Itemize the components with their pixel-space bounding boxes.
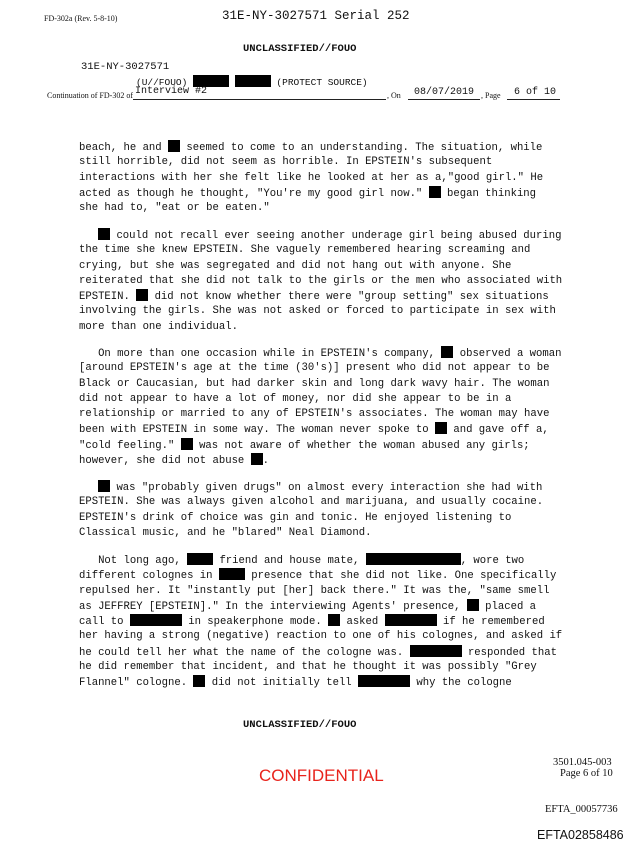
page-of-footer: Page 6 of 10	[560, 768, 613, 779]
paragraph-3: On more than one occasion while in EPSTEIN's company, observed a woman [around EPSTEIN's age at the time (30's)] present who did not appear to be Black or Caucasian, but had darker skin and long dark wavy hair. The woman did not appear to have a lot of money, nor did she appear to be in a relationship or married to any of EPSTEIN's associates. The woman may have been with EPSTEIN in some way. The woman never spoke to and gave off a, "cold feeling." was not aware of whether the woman abused any girls; however, she did not abuse .	[79, 348, 562, 468]
classification-header: UNCLASSIFIED//FOUO	[243, 43, 357, 55]
redaction	[441, 346, 453, 358]
redaction	[410, 645, 462, 657]
page-underline	[507, 99, 560, 100]
form-id: FD-302a (Rev. 5-8-10)	[44, 14, 118, 23]
redaction	[136, 289, 148, 301]
continuation-value: Interview #2	[135, 86, 208, 97]
paragraph-1: beach, he and seemed to come to an understanding. The situation, while still horrible, did not seem as horrible. In EPSTEIN's subsequent interactions with her she felt like he looked at her as a,"good girl." He acted as though he thought, "You're my good girl now." began thinking she had to, "eat or be eaten."	[79, 142, 544, 215]
paragraph-5: Not long ago, friend and house mate, , wore two different colognes in presence that she did not like. One specifically repulsed her. It "instantly put [her] back there." It was the, "same smell as JEFFREY [EPSTEIN]." In the interviewing Agents' presence, placed a call to in speakerphone mode. asked if he remembered her having a strong (negative) reaction to one of his colognes, and asked if he could tell her what the name of the cologne was. responded that he did remember that incident, and that he thought it was possibly "Grey Flannel" cologne. did not initially tell why the cologne	[79, 555, 563, 690]
file-number: 31E-NY-3027571	[81, 61, 170, 73]
redaction	[98, 480, 110, 492]
protect-suffix: (PROTECT SOURCE)	[276, 77, 368, 88]
redaction	[435, 422, 447, 434]
redaction	[358, 675, 410, 687]
redaction	[467, 599, 479, 611]
page-label: , Page	[481, 91, 501, 100]
on-label: , On	[387, 91, 401, 100]
paragraph-4: was "probably given drugs" on almost every interaction she had with EPSTEIN. She was always given alcohol and marijuana, and usually cocaine. EPSTEIN's drink of choice was gin and tonic. He enjoyed listening to Classical music, and he "blared" Neal Diamond.	[79, 482, 544, 539]
protect-prefix: (U//FOUO)	[136, 77, 188, 88]
serial-number: 31E-NY-3027571 Serial 252	[222, 9, 410, 23]
redaction	[98, 228, 110, 240]
reference-number: 3501.045-003	[553, 757, 612, 768]
date-underline	[408, 99, 480, 100]
continuation-label: Continuation of FD-302 of	[47, 91, 133, 100]
continuation-underline	[133, 99, 386, 100]
confidential-stamp: CONFIDENTIAL	[259, 766, 384, 785]
interview-date: 08/07/2019	[414, 87, 475, 98]
redaction	[429, 186, 441, 198]
redaction	[385, 614, 437, 626]
redaction	[219, 568, 245, 580]
page-value: 6 of 10	[514, 87, 557, 98]
redaction	[251, 453, 263, 465]
redaction	[235, 75, 271, 87]
redaction	[168, 140, 180, 152]
redaction	[187, 553, 213, 565]
efta-small: EFTA_00057736	[545, 804, 618, 815]
redaction	[328, 614, 340, 626]
classification-footer: UNCLASSIFIED//FOUO	[243, 719, 357, 731]
redaction	[130, 614, 182, 626]
paragraph-2: could not recall ever seeing another underage girl being abused during the time she knew EPSTEIN. She vaguely remembered hearing screaming and crying, but she was segregated and did not hang out with anyone. She reiterated that she did not talk to the girls or the men who associated with EPSTEIN. did not know whether there were "group setting" sex situations involving the girls. She was not asked or forced to participate in sex with more than one individual.	[79, 230, 563, 333]
efta-large: EFTA02858486	[537, 828, 624, 842]
redaction	[366, 553, 461, 565]
redaction	[193, 675, 205, 687]
redaction	[181, 438, 193, 450]
